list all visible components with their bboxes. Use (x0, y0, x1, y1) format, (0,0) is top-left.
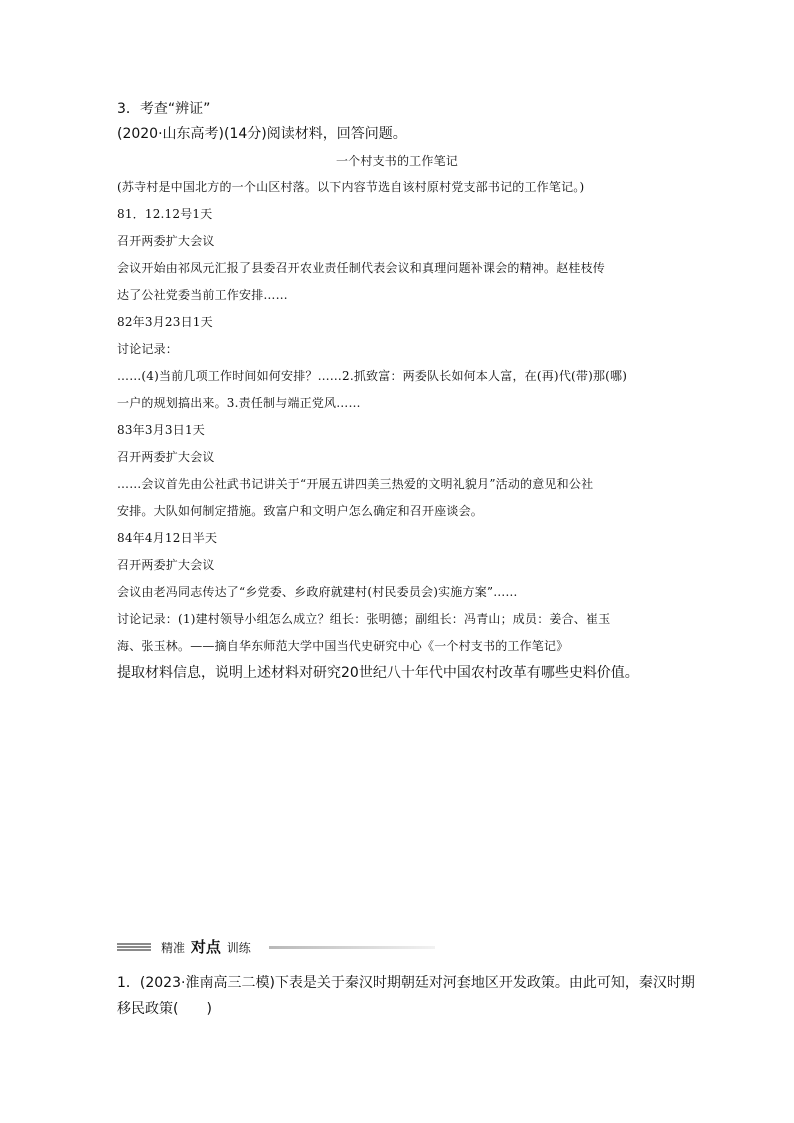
note-entry: 会议开始由祁凤元汇报了县委召开农业责任制代表会议和真理问题补课会的精神。赵桂枝传 (117, 261, 606, 275)
note-entry: 达了公社党委当前工作安排…… (117, 288, 288, 302)
note-entry: 讨论记录：(1)建村领导小组怎么成立？组长：张明德；副组长：冯青山；成员：姜合、崔玉 (117, 612, 611, 626)
note-entry: 会议由老冯同志传达了“乡党委、乡政府就建村(村民委员会)实施方案”…… (117, 585, 518, 599)
note-entry: 81．12.12号1天 (117, 207, 213, 221)
banner-underline-decoration (269, 946, 435, 949)
practice-section-banner (117, 936, 435, 958)
banner-label (161, 936, 251, 959)
note-entry: 82年3月23日1天 (117, 315, 213, 329)
question-prompt: 提取材料信息，说明上述材料对研究20世纪八十年代中国农村改革有哪些史料价值。 (117, 665, 639, 681)
note-entry: 召开两委扩大会议 (117, 558, 215, 572)
exercise-question-line: 1．(2023·淮南高三二模)下表是关于秦汉时期朝廷对河套地区开发政策。由此可知，秦汉时期 (117, 975, 695, 991)
material-intro: (苏寺村是中国北方的一个山区村落。以下内容节选自该村原村党支部书记的工作笔记。) (117, 180, 585, 194)
note-entry: 安排。大队如何制定措施。致富户和文明户怎么确定和召开座谈会。 (117, 504, 484, 518)
banner-suffix: 训练 (226, 941, 251, 955)
note-entry: 83年3月3日1天 (117, 423, 205, 437)
banner-stripe-decoration (117, 943, 151, 951)
note-entry: 84年4月12日半天 (117, 531, 218, 545)
banner-prefix: 精准 (161, 941, 186, 955)
exercise-question-line: 移民政策( ) (117, 1001, 212, 1017)
material-title: 一个村支书的工作笔记 (335, 154, 458, 168)
section-heading: 3．考查“辨证” (117, 101, 211, 117)
note-entry: ……会议首先由公社武书记讲关于“开展五讲四美三热爱的文明礼貌月”活动的意见和公社 (117, 477, 594, 491)
note-entry: 海、张玉林。——摘自华东师范大学中国当代史研究中心《一个村支书的工作笔记》 (117, 639, 569, 653)
note-entry: 讨论记录： (117, 342, 179, 356)
question-source-line: (2020·山东高考)(14分)阅读材料，回答问题。 (117, 126, 407, 142)
note-entry: 召开两委扩大会议 (117, 234, 215, 248)
banner-emphasis: 对点 (190, 938, 221, 956)
note-entry: 召开两委扩大会议 (117, 450, 215, 464)
note-entry: 一户的规划搞出来。3.责任制与端正党风…… (117, 396, 361, 410)
note-entry: ……(4)当前几项工作时间如何安排？……2.抓致富：两委队长如何本人富，在(再)代(带)那(哪) (117, 369, 628, 383)
